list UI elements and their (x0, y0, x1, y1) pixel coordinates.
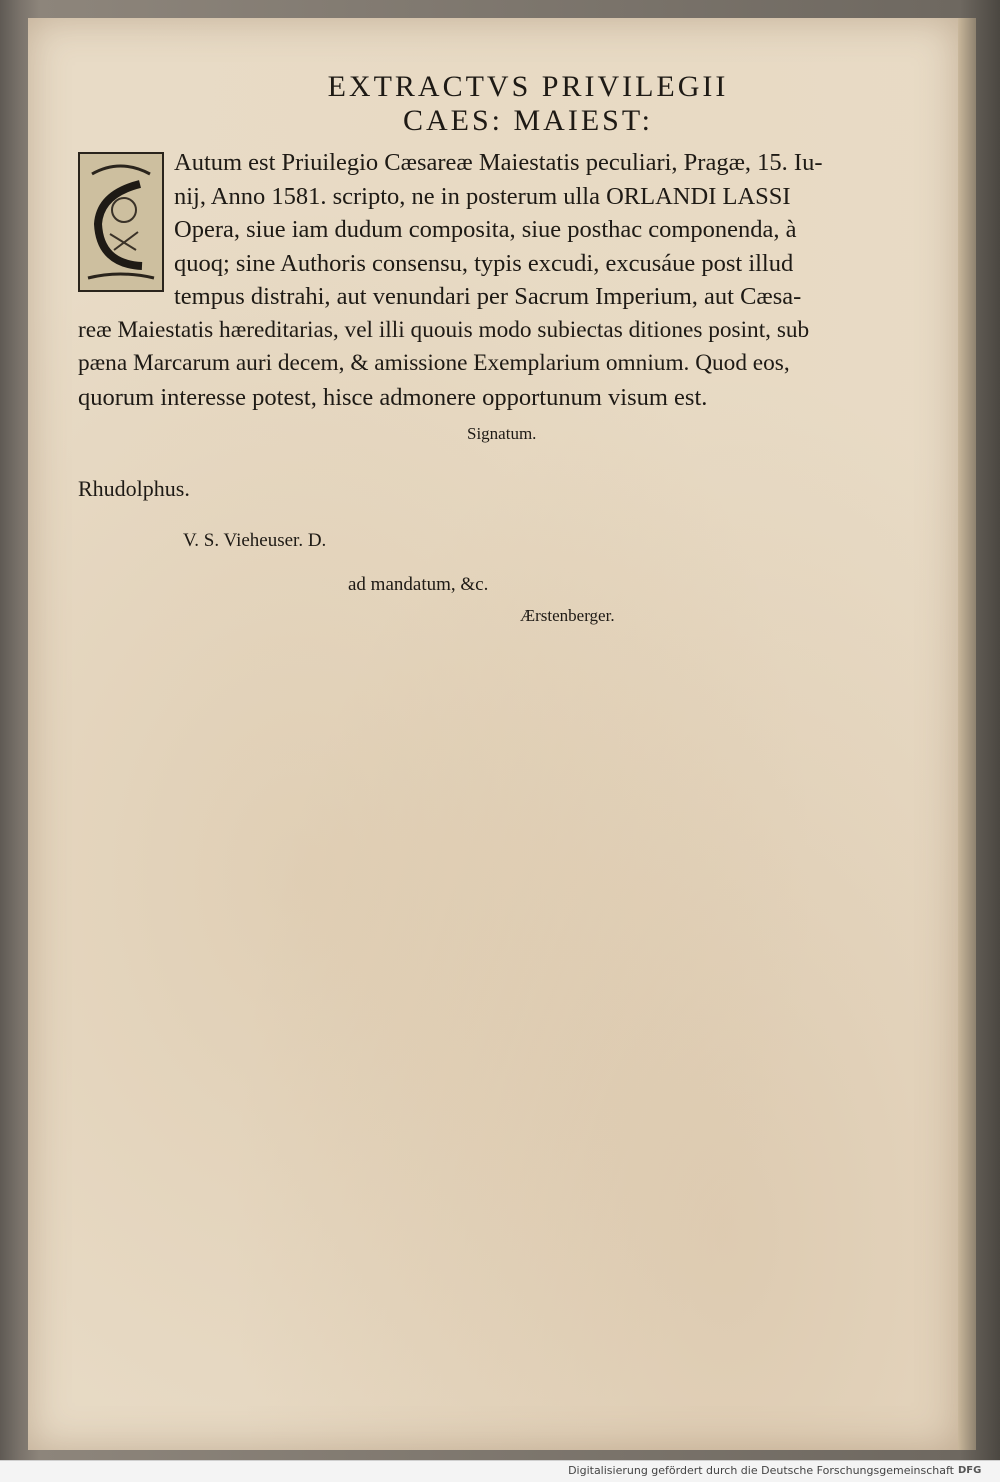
signer-name: Rhudolphus. (78, 476, 190, 501)
document-title-line2: CAES: MAIEST: (402, 104, 654, 137)
text-line: pæna Marcarum auri decem, & amissione Exemplarium omnium. Quod eos, (78, 350, 790, 376)
text-line: Autum est Priuilegio Cæsareæ Maiestatis peculiari, Pragæ, 15. Iu- (174, 149, 823, 176)
text-line: reæ Maiestatis hæreditarias, vel illi quouis modo subiectas ditiones posint, sub (78, 316, 810, 343)
text-line: Opera, siue iam dudum composita, siue posthac componenda, à (174, 216, 797, 243)
dfg-logo-icon: DFG (958, 1465, 982, 1476)
text-line: nij, Anno 1581. scripto, ne in posterum ulla ORLANDI LASSI (174, 182, 791, 210)
page-edge (958, 18, 976, 1450)
text-line: quoq; sine Authoris consensu, typis excudi, excusáue post illud (174, 249, 794, 277)
footer-bar (0, 1460, 1000, 1482)
footer-credit: Digitalisierung gefördert durch die Deutsche Forschungsgemeinschaft (568, 1464, 954, 1477)
privilege-text (78, 146, 938, 414)
document-title-line1: EXTRACTVS PRIVILEGII (327, 70, 729, 103)
mandate-text: ad mandatum, &c. (348, 574, 489, 595)
document-content (78, 70, 938, 414)
text-line: tempus distrahi, aut venundari per Sacrum Imperium, aut Cæsa- (174, 283, 802, 310)
text-line: quorum interesse potest, hisce admonere opportunum visum est. (78, 383, 708, 411)
secretary-name: V. S. Vieheuser. D. (183, 530, 327, 551)
decorated-initial-c-image (78, 152, 164, 292)
countersigner-name: Ærstenberger. (520, 606, 615, 625)
signatum-label: Signatum. (467, 424, 537, 443)
